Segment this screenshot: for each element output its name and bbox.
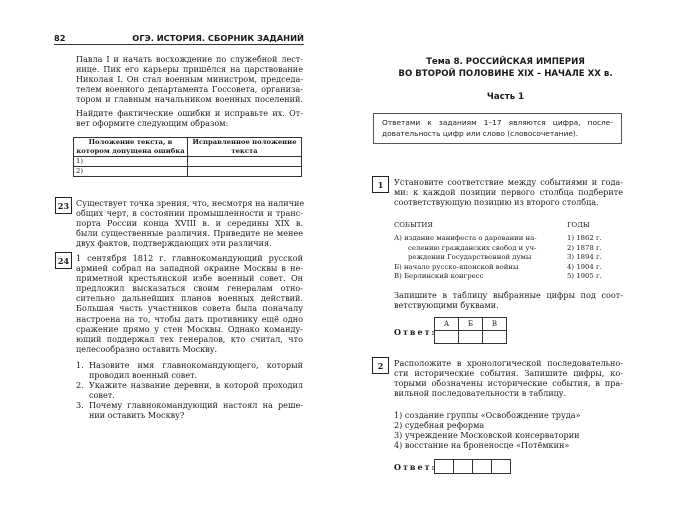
task-number-2: 2 [372, 357, 389, 374]
question-3: 3. Почему главнокомандующий настоял на реше- нии оставить Москву? [76, 400, 303, 421]
continued-text: Павла I и начать восхождение по служебной лест- нице. Пик его карьеры пришёлся на царствование Николая I. Он стал военным министром, председа- телем военного департамента Госсовета, организа- тором и главным начальником военных поселений. [76, 54, 303, 105]
event-b: Б) начало русско-японской войны [394, 262, 519, 271]
event-c: В) Берлинский конгресс [394, 272, 484, 280]
answer-format-note: Ответами к заданиям 1–17 являются цифра, после- довательность цифр или слово (словосочетание). [373, 113, 622, 144]
answer-cell[interactable] [473, 460, 492, 474]
question-1: 1. Назовите имя главнокомандующего, который проводил военный совет. [76, 360, 303, 381]
years-header: ГОДЫ [567, 221, 590, 229]
answer-label-task-2: Ответ: [394, 462, 437, 472]
task-number-1: 1 [372, 176, 389, 193]
year-option: 2) 1878 г. [567, 243, 602, 252]
answer-label-task-1: Ответ: [394, 327, 437, 337]
write-instruction: Запишите в таблицу выбранные цифры под соот- ветствующими буквами. [394, 290, 623, 311]
answer-cell[interactable] [435, 331, 459, 344]
chronology-item: 3) учреждение Московской консерватории [394, 430, 580, 441]
book-title: ОГЭ. ИСТОРИЯ. СБОРНИК ЗАДАНИЙ [132, 33, 304, 43]
question-2: 2. Укажите название деревни, в которой проходил совет. [76, 380, 303, 401]
answer-cell[interactable] [459, 331, 483, 344]
topic-title-line-1: Тема 8. РОССИЙСКАЯ ИМПЕРИЯ [426, 57, 585, 67]
answer-table-task-1 [434, 317, 507, 344]
task-number-24: 24 [55, 252, 72, 269]
years-list [567, 234, 602, 282]
events-header: СОБЫТИЯ [394, 221, 433, 229]
running-head [54, 33, 304, 45]
task-1-text: Установите соответствие между событиями и года- ми: к каждой позиции первого столбца подберите соответствующую позицию из второго столбца. [394, 177, 623, 208]
year-option: 3) 1894 г. [567, 253, 602, 261]
instruction-text: Найдите фактические ошибки и исправьте их. От- вет оформите следующим образом: [76, 108, 303, 129]
task-2-items [394, 410, 581, 450]
task-2-text: Расположите в хронологической последовательно- сти исторические события. Запишите цифры, ко- торыми обозначены исторические события, в пра- вильной последовательности в таблицу. [394, 358, 623, 399]
table-header: Исправленное положение текста [188, 138, 302, 157]
answer-cell[interactable] [492, 460, 511, 474]
answer-cell[interactable] [435, 460, 454, 474]
event-a: А) издание манифеста о даровании на- селению гражданских свобод и уч- реждении Государственной думы [394, 234, 537, 261]
answer-column-header: Б [459, 318, 483, 331]
answer-cell[interactable] [483, 331, 507, 344]
answer-cell[interactable] [454, 460, 473, 474]
page-number: 82 [54, 33, 66, 43]
chronology-item: 2) судебная реформа [394, 420, 485, 431]
task-number-23: 23 [55, 197, 72, 214]
answer-column-header: А [435, 318, 459, 331]
table-header: Положение текста, в котором допущена ошибка [74, 138, 188, 157]
topic-title-line-2: ВО ВТОРОЙ ПОЛОВИНЕ XIX – НАЧАЛЕ XX в. [398, 69, 613, 79]
chronology-item: 1) создание группы «Освобождение труда» [394, 410, 581, 420]
table-row: 2) [74, 167, 302, 177]
year-option: 5) 1905 г. [567, 272, 602, 280]
answer-table-task-2 [434, 459, 511, 474]
year-option: 4) 1904 г. [567, 262, 602, 271]
task-23-text: Существует точка зрения, что, несмотря на наличие общих черт, в состоянии промышленности и транс- порта России конца XVIII в. и середины XIX в. были существенные различия. Приведите не менее двух фактов, подтверждающих эти различия. [76, 198, 305, 249]
answer-column-header: В [483, 318, 507, 331]
part-title: Часть 1 [486, 92, 525, 102]
year-option: 1) 1862 г. [567, 234, 602, 242]
task-24-text: 1 сентября 1812 г. главнокомандующий русской армией собрал на западной окраине Москвы в не- приметной крестьянской избе военный совет. Он предложил высказаться своим генералам отно- сительно дальнейших планов военных действий. Большая часть участников совета была поначалу настроена на то, чтобы дать противнику ещё одно сражение прямо у стен Москвы. Однако команду- ющий поддержал тех генералов, кто считал, что целесообразно оставить Москву. [76, 253, 303, 354]
chronology-item: 4) восстание на броненосце «Потёмкин» [394, 440, 570, 451]
error-correction-table [73, 137, 302, 177]
table-row: 1) [74, 157, 302, 167]
events-list [394, 234, 557, 282]
